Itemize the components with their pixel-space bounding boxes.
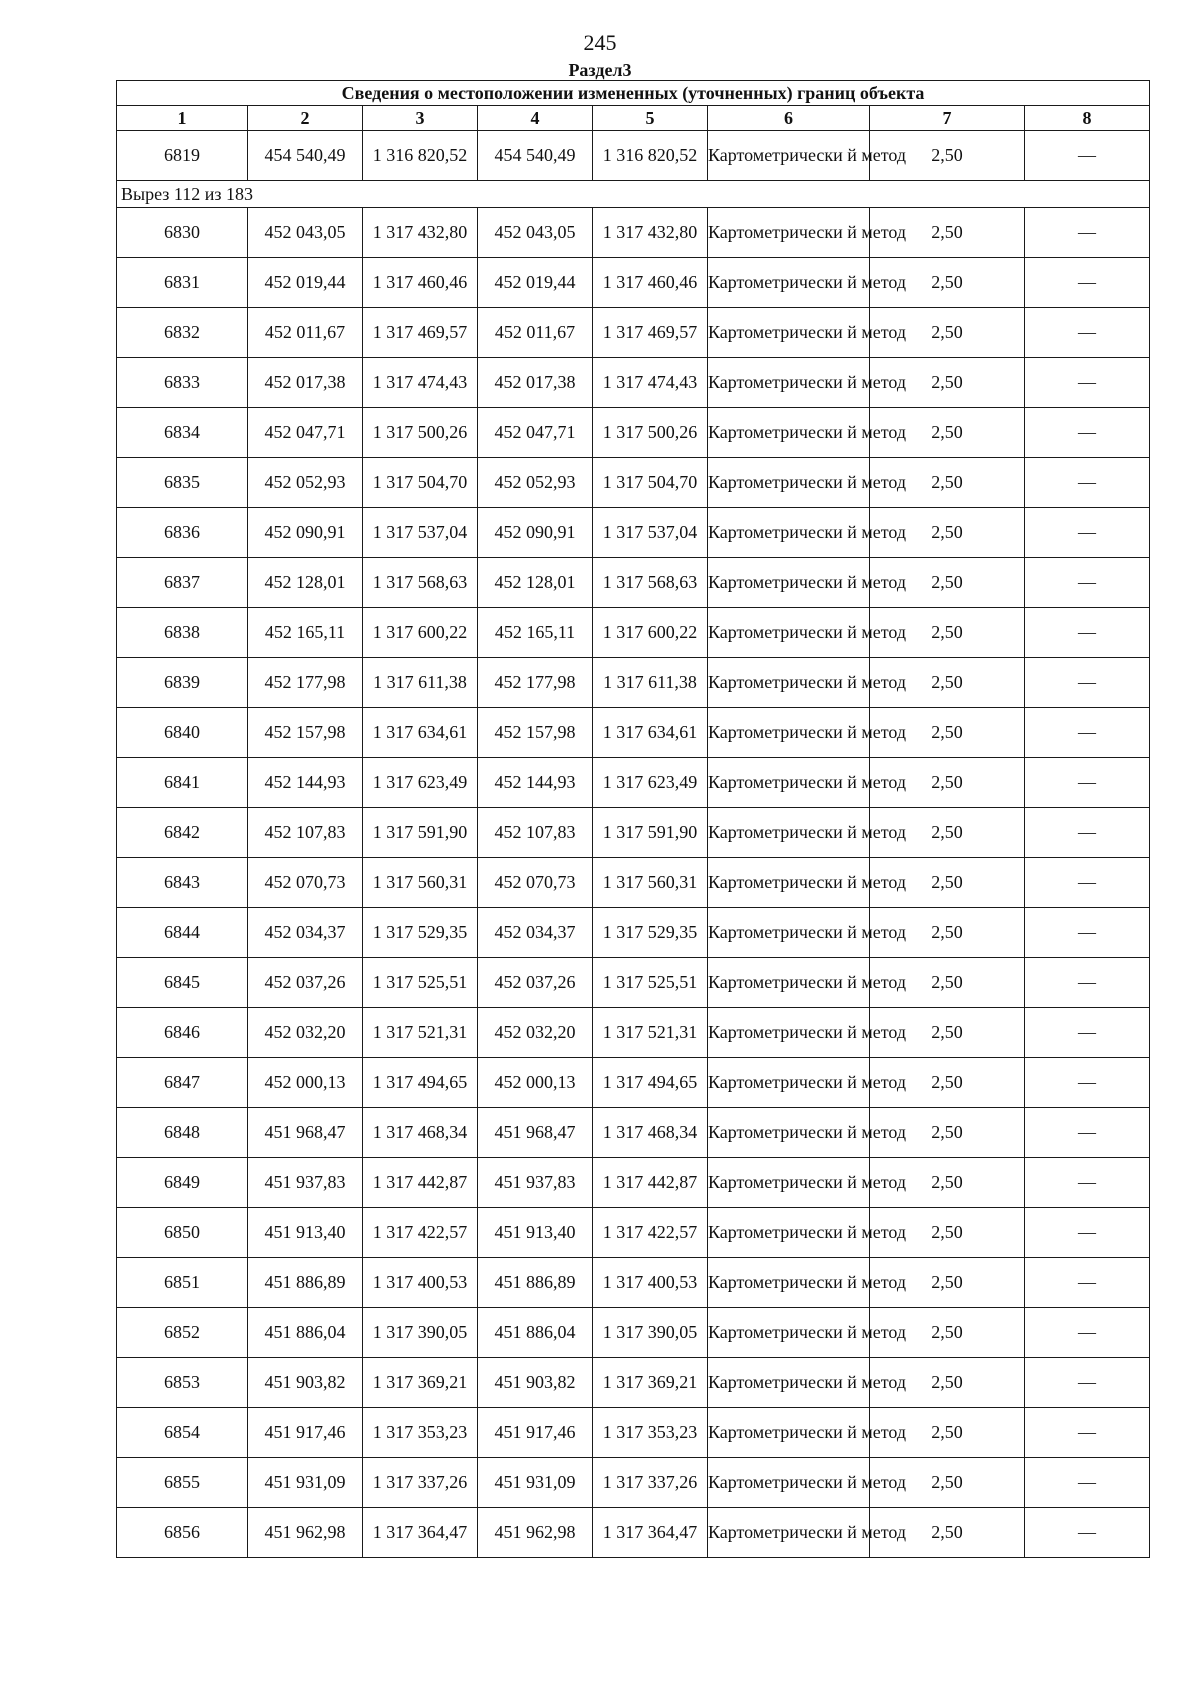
y-coordinate-new: 1 317 364,47 [593, 1508, 708, 1558]
point-number: 6845 [117, 958, 248, 1008]
x-coordinate-old: 452 144,93 [248, 758, 363, 808]
x-coordinate-new: 452 090,91 [478, 508, 593, 558]
x-coordinate-old: 451 913,40 [248, 1208, 363, 1258]
precision-cell: 2,50 [870, 708, 1025, 758]
y-coordinate-old: 1 317 521,31 [363, 1008, 478, 1058]
x-coordinate-old: 452 019,44 [248, 258, 363, 308]
y-coordinate-new: 1 317 591,90 [593, 808, 708, 858]
method-cell: Картометрически й метод [708, 608, 870, 658]
y-coordinate-old: 1 317 469,57 [363, 308, 478, 358]
note-cell: — [1025, 458, 1150, 508]
point-number: 6847 [117, 1058, 248, 1108]
method-cell: Картометрически й метод [708, 758, 870, 808]
x-coordinate-new: 452 144,93 [478, 758, 593, 808]
point-number: 6819 [117, 131, 248, 181]
y-coordinate-old: 1 317 591,90 [363, 808, 478, 858]
x-coordinate-old: 452 034,37 [248, 908, 363, 958]
method-cell: Картометрически й метод [708, 458, 870, 508]
y-coordinate-old: 1 317 400,53 [363, 1258, 478, 1308]
method-cell: Картометрически й метод [708, 1258, 870, 1308]
y-coordinate-new: 1 317 337,26 [593, 1458, 708, 1508]
y-coordinate-old: 1 317 504,70 [363, 458, 478, 508]
precision-cell: 2,50 [870, 1108, 1025, 1158]
table-row [117, 958, 1150, 1008]
table-caption: Сведения о местоположении измененных (уточненных) границ объекта [117, 81, 1150, 106]
table-row [117, 1108, 1150, 1158]
x-coordinate-new: 452 165,11 [478, 608, 593, 658]
x-coordinate-new: 452 034,37 [478, 908, 593, 958]
x-coordinate-new: 451 931,09 [478, 1458, 593, 1508]
precision-cell: 2,50 [870, 1458, 1025, 1508]
table-row [117, 558, 1150, 608]
point-number: 6846 [117, 1008, 248, 1058]
point-number: 6856 [117, 1508, 248, 1558]
point-number: 6838 [117, 608, 248, 658]
point-number: 6843 [117, 858, 248, 908]
x-coordinate-new: 452 128,01 [478, 558, 593, 608]
table-row [117, 1158, 1150, 1208]
precision-cell: 2,50 [870, 608, 1025, 658]
method-cell: Картометрически й метод [708, 208, 870, 258]
y-coordinate-old: 1 317 494,65 [363, 1058, 478, 1108]
note-cell: — [1025, 608, 1150, 658]
y-coordinate-old: 1 317 568,63 [363, 558, 478, 608]
method-cell: Картометрически й метод [708, 1208, 870, 1258]
note-cell: — [1025, 408, 1150, 458]
x-coordinate-new: 452 017,38 [478, 358, 593, 408]
method-cell: Картометрически й метод [708, 258, 870, 308]
table-row [117, 1408, 1150, 1458]
note-cell: — [1025, 1208, 1150, 1258]
x-coordinate-old: 451 937,83 [248, 1158, 363, 1208]
y-coordinate-old: 1 317 537,04 [363, 508, 478, 558]
note-cell: — [1025, 1358, 1150, 1408]
x-coordinate-new: 454 540,49 [478, 131, 593, 181]
y-coordinate-new: 1 317 537,04 [593, 508, 708, 558]
y-coordinate-new: 1 317 400,53 [593, 1258, 708, 1308]
precision-cell: 2,50 [870, 131, 1025, 181]
note-cell: — [1025, 908, 1150, 958]
x-coordinate-new: 451 913,40 [478, 1208, 593, 1258]
page-number: 245 [583, 30, 617, 55]
precision-cell: 2,50 [870, 908, 1025, 958]
y-coordinate-new: 1 317 634,61 [593, 708, 708, 758]
precision-cell: 2,50 [870, 1058, 1025, 1108]
note-cell: — [1025, 258, 1150, 308]
y-coordinate-old: 1 317 337,26 [363, 1458, 478, 1508]
note-cell: — [1025, 958, 1150, 1008]
point-number: 6841 [117, 758, 248, 808]
y-coordinate-old: 1 317 442,87 [363, 1158, 478, 1208]
note-cell: — [1025, 1408, 1150, 1458]
y-coordinate-old: 1 317 611,38 [363, 658, 478, 708]
x-coordinate-old: 452 165,11 [248, 608, 363, 658]
column-number: 4 [478, 106, 593, 131]
x-coordinate-old: 452 032,20 [248, 1008, 363, 1058]
point-number: 6840 [117, 708, 248, 758]
precision-cell: 2,50 [870, 658, 1025, 708]
x-coordinate-old: 452 011,67 [248, 308, 363, 358]
precision-cell: 2,50 [870, 758, 1025, 808]
precision-cell: 2,50 [870, 208, 1025, 258]
column-number: 8 [1025, 106, 1150, 131]
table-row [117, 1508, 1150, 1558]
x-coordinate-new: 452 043,05 [478, 208, 593, 258]
precision-cell: 2,50 [870, 1008, 1025, 1058]
table-row [117, 1058, 1150, 1108]
table-row [117, 358, 1150, 408]
y-coordinate-old: 1 317 432,80 [363, 208, 478, 258]
method-cell: Картометрически й метод [708, 358, 870, 408]
y-coordinate-new: 1 317 494,65 [593, 1058, 708, 1108]
x-coordinate-old: 451 917,46 [248, 1408, 363, 1458]
y-coordinate-new: 1 317 521,31 [593, 1008, 708, 1058]
x-coordinate-old: 452 047,71 [248, 408, 363, 458]
y-coordinate-old: 1 317 468,34 [363, 1108, 478, 1158]
x-coordinate-old: 452 052,93 [248, 458, 363, 508]
precision-cell: 2,50 [870, 1258, 1025, 1308]
y-coordinate-new: 1 317 611,38 [593, 658, 708, 708]
x-coordinate-old: 452 017,38 [248, 358, 363, 408]
y-coordinate-new: 1 317 432,80 [593, 208, 708, 258]
note-cell: — [1025, 1108, 1150, 1158]
column-number: 6 [708, 106, 870, 131]
y-coordinate-old: 1 317 623,49 [363, 758, 478, 808]
x-coordinate-new: 452 107,83 [478, 808, 593, 858]
y-coordinate-old: 1 317 353,23 [363, 1408, 478, 1458]
method-cell: Картометрически й метод [708, 1408, 870, 1458]
table-row [117, 508, 1150, 558]
y-coordinate-old: 1 317 500,26 [363, 408, 478, 458]
precision-cell: 2,50 [870, 1408, 1025, 1458]
point-number: 6833 [117, 358, 248, 408]
y-coordinate-old: 1 317 525,51 [363, 958, 478, 1008]
table-row [117, 458, 1150, 508]
column-number: 5 [593, 106, 708, 131]
note-cell: — [1025, 808, 1150, 858]
section-title: Раздел3 [568, 60, 632, 80]
table-row [117, 1008, 1150, 1058]
y-coordinate-new: 1 317 369,21 [593, 1358, 708, 1408]
method-cell: Картометрически й метод [708, 131, 870, 181]
precision-cell: 2,50 [870, 1158, 1025, 1208]
method-cell: Картометрически й метод [708, 1108, 870, 1158]
method-cell: Картометрически й метод [708, 308, 870, 358]
column-number: 1 [117, 106, 248, 131]
point-number: 6832 [117, 308, 248, 358]
note-cell: — [1025, 1308, 1150, 1358]
table-row [117, 308, 1150, 358]
cut-label-row [117, 181, 1150, 208]
y-coordinate-old: 1 317 422,57 [363, 1208, 478, 1258]
point-number: 6851 [117, 1258, 248, 1308]
method-cell: Картометрически й метод [708, 1158, 870, 1208]
y-coordinate-new: 1 317 623,49 [593, 758, 708, 808]
method-cell: Картометрически й метод [708, 558, 870, 608]
x-coordinate-new: 452 037,26 [478, 958, 593, 1008]
precision-cell: 2,50 [870, 858, 1025, 908]
table-row [117, 1258, 1150, 1308]
precision-cell: 2,50 [870, 408, 1025, 458]
x-coordinate-new: 451 903,82 [478, 1358, 593, 1408]
x-coordinate-new: 451 886,89 [478, 1258, 593, 1308]
x-coordinate-old: 451 931,09 [248, 1458, 363, 1508]
x-coordinate-old: 451 968,47 [248, 1108, 363, 1158]
table-row [117, 758, 1150, 808]
boundary-coordinates-table [116, 80, 1150, 1558]
y-coordinate-new: 1 317 529,35 [593, 908, 708, 958]
y-coordinate-old: 1 317 529,35 [363, 908, 478, 958]
y-coordinate-new: 1 317 390,05 [593, 1308, 708, 1358]
y-coordinate-old: 1 316 820,52 [363, 131, 478, 181]
x-coordinate-old: 451 903,82 [248, 1358, 363, 1408]
x-coordinate-new: 451 968,47 [478, 1108, 593, 1158]
note-cell: — [1025, 358, 1150, 408]
y-coordinate-old: 1 317 369,21 [363, 1358, 478, 1408]
method-cell: Картометрически й метод [708, 958, 870, 1008]
precision-cell: 2,50 [870, 308, 1025, 358]
point-number: 6854 [117, 1408, 248, 1458]
column-number: 3 [363, 106, 478, 131]
point-number: 6848 [117, 1108, 248, 1158]
x-coordinate-new: 452 070,73 [478, 858, 593, 908]
note-cell: — [1025, 558, 1150, 608]
x-coordinate-new: 452 019,44 [478, 258, 593, 308]
precision-cell: 2,50 [870, 1358, 1025, 1408]
point-number: 6831 [117, 258, 248, 308]
table-row [117, 1308, 1150, 1358]
x-coordinate-new: 452 052,93 [478, 458, 593, 508]
x-coordinate-new: 452 000,13 [478, 1058, 593, 1108]
x-coordinate-new: 452 177,98 [478, 658, 593, 708]
y-coordinate-old: 1 317 474,43 [363, 358, 478, 408]
x-coordinate-new: 452 047,71 [478, 408, 593, 458]
method-cell: Картометрически й метод [708, 1058, 870, 1108]
point-number: 6849 [117, 1158, 248, 1208]
y-coordinate-new: 1 317 568,63 [593, 558, 708, 608]
x-coordinate-new: 452 032,20 [478, 1008, 593, 1058]
y-coordinate-new: 1 317 422,57 [593, 1208, 708, 1258]
table-row [117, 131, 1150, 181]
note-cell: — [1025, 658, 1150, 708]
table-row [117, 908, 1150, 958]
x-coordinate-old: 451 962,98 [248, 1508, 363, 1558]
y-coordinate-new: 1 317 442,87 [593, 1158, 708, 1208]
x-coordinate-old: 452 157,98 [248, 708, 363, 758]
point-number: 6850 [117, 1208, 248, 1258]
point-number: 6853 [117, 1358, 248, 1408]
x-coordinate-old: 452 070,73 [248, 858, 363, 908]
column-number: 2 [248, 106, 363, 131]
method-cell: Картометрически й метод [708, 808, 870, 858]
y-coordinate-new: 1 317 560,31 [593, 858, 708, 908]
y-coordinate-old: 1 317 460,46 [363, 258, 478, 308]
note-cell: — [1025, 1258, 1150, 1308]
y-coordinate-old: 1 317 364,47 [363, 1508, 478, 1558]
method-cell: Картометрически й метод [708, 1458, 870, 1508]
note-cell: — [1025, 758, 1150, 808]
x-coordinate-old: 451 886,04 [248, 1308, 363, 1358]
x-coordinate-old: 452 000,13 [248, 1058, 363, 1108]
point-number: 6836 [117, 508, 248, 558]
point-number: 6852 [117, 1308, 248, 1358]
note-cell: — [1025, 1008, 1150, 1058]
y-coordinate-new: 1 317 504,70 [593, 458, 708, 508]
table-row [117, 258, 1150, 308]
note-cell: — [1025, 308, 1150, 358]
precision-cell: 2,50 [870, 558, 1025, 608]
table-row [117, 208, 1150, 258]
note-cell: — [1025, 1508, 1150, 1558]
precision-cell: 2,50 [870, 1508, 1025, 1558]
precision-cell: 2,50 [870, 958, 1025, 1008]
point-number: 6834 [117, 408, 248, 458]
point-number: 6842 [117, 808, 248, 858]
table-row [117, 708, 1150, 758]
x-coordinate-old: 451 886,89 [248, 1258, 363, 1308]
table-row [117, 858, 1150, 908]
note-cell: — [1025, 858, 1150, 908]
method-cell: Картометрически й метод [708, 658, 870, 708]
method-cell: Картометрически й метод [708, 408, 870, 458]
x-coordinate-new: 451 937,83 [478, 1158, 593, 1208]
method-cell: Картометрически й метод [708, 1508, 870, 1558]
table-row [117, 1358, 1150, 1408]
x-coordinate-new: 451 917,46 [478, 1408, 593, 1458]
note-cell: — [1025, 208, 1150, 258]
point-number: 6835 [117, 458, 248, 508]
note-cell: — [1025, 708, 1150, 758]
x-coordinate-old: 452 128,01 [248, 558, 363, 608]
method-cell: Картометрически й метод [708, 1308, 870, 1358]
x-coordinate-old: 452 037,26 [248, 958, 363, 1008]
note-cell: — [1025, 1458, 1150, 1508]
column-number-row [117, 106, 1150, 131]
method-cell: Картометрически й метод [708, 908, 870, 958]
y-coordinate-new: 1 317 600,22 [593, 608, 708, 658]
y-coordinate-new: 1 317 353,23 [593, 1408, 708, 1458]
y-coordinate-new: 1 317 460,46 [593, 258, 708, 308]
x-coordinate-old: 452 107,83 [248, 808, 363, 858]
y-coordinate-new: 1 317 525,51 [593, 958, 708, 1008]
method-cell: Картометрически й метод [708, 508, 870, 558]
x-coordinate-old: 452 043,05 [248, 208, 363, 258]
table-row [117, 808, 1150, 858]
point-number: 6855 [117, 1458, 248, 1508]
precision-cell: 2,50 [870, 508, 1025, 558]
x-coordinate-new: 452 157,98 [478, 708, 593, 758]
column-number: 7 [870, 106, 1025, 131]
point-number: 6830 [117, 208, 248, 258]
table-row [117, 608, 1150, 658]
x-coordinate-old: 452 177,98 [248, 658, 363, 708]
y-coordinate-old: 1 317 390,05 [363, 1308, 478, 1358]
point-number: 6839 [117, 658, 248, 708]
point-number: 6837 [117, 558, 248, 608]
precision-cell: 2,50 [870, 1208, 1025, 1258]
y-coordinate-old: 1 317 600,22 [363, 608, 478, 658]
note-cell: — [1025, 1158, 1150, 1208]
x-coordinate-old: 452 090,91 [248, 508, 363, 558]
x-coordinate-old: 454 540,49 [248, 131, 363, 181]
precision-cell: 2,50 [870, 358, 1025, 408]
y-coordinate-new: 1 317 468,34 [593, 1108, 708, 1158]
method-cell: Картометрически й метод [708, 1008, 870, 1058]
table-row [117, 658, 1150, 708]
note-cell: — [1025, 1058, 1150, 1108]
y-coordinate-new: 1 317 469,57 [593, 308, 708, 358]
point-number: 6844 [117, 908, 248, 958]
precision-cell: 2,50 [870, 808, 1025, 858]
y-coordinate-new: 1 317 500,26 [593, 408, 708, 458]
cut-label: Вырез 112 из 183 [117, 181, 1150, 208]
x-coordinate-new: 452 011,67 [478, 308, 593, 358]
method-cell: Картометрически й метод [708, 858, 870, 908]
method-cell: Картометрически й метод [708, 708, 870, 758]
precision-cell: 2,50 [870, 1308, 1025, 1358]
x-coordinate-new: 451 962,98 [478, 1508, 593, 1558]
table-row [117, 1208, 1150, 1258]
table-row [117, 1458, 1150, 1508]
y-coordinate-new: 1 317 474,43 [593, 358, 708, 408]
table-row [117, 408, 1150, 458]
method-cell: Картометрически й метод [708, 1358, 870, 1408]
y-coordinate-old: 1 317 560,31 [363, 858, 478, 908]
precision-cell: 2,50 [870, 258, 1025, 308]
precision-cell: 2,50 [870, 458, 1025, 508]
note-cell: — [1025, 131, 1150, 181]
note-cell: — [1025, 508, 1150, 558]
x-coordinate-new: 451 886,04 [478, 1308, 593, 1358]
y-coordinate-old: 1 317 634,61 [363, 708, 478, 758]
y-coordinate-new: 1 316 820,52 [593, 131, 708, 181]
